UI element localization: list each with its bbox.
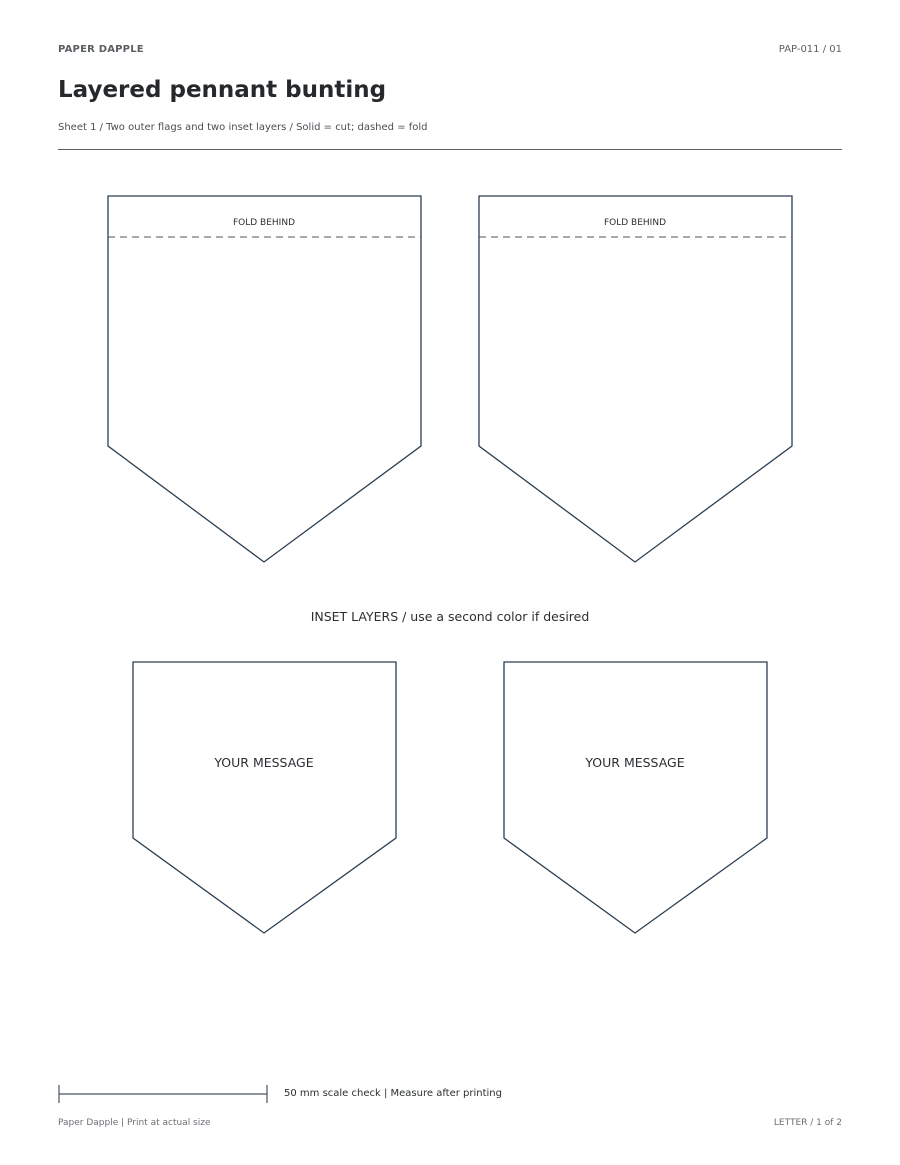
outer-flag-right-fold-label: FOLD BEHIND: [603, 218, 667, 228]
inset-layer-right-cut-line: [504, 662, 767, 933]
outer-flag-left-fold-label: FOLD BEHIND: [232, 218, 296, 228]
scale-bar: [59, 1085, 267, 1103]
inset-layer-left-cut-line: [133, 662, 396, 933]
brand-name: PAPER DAPPLE: [58, 44, 144, 55]
sheet-code: PAP-011 / 01: [778, 44, 842, 55]
inset-layer-left: [133, 662, 396, 933]
scale-check-caption: 50 mm scale check | Measure after printing: [284, 1088, 502, 1099]
footer-page-info: LETTER / 1 of 2: [773, 1118, 842, 1128]
outer-flag-left-cut-line: [108, 196, 421, 562]
page-title: Layered pennant bunting: [58, 77, 387, 103]
inset-layer-right-label: YOUR MESSAGE: [585, 755, 685, 770]
inset-layer-left-label: YOUR MESSAGE: [214, 755, 314, 770]
outer-flag-right-cut-line: [479, 196, 792, 562]
page-subtitle: Sheet 1 / Two outer flags and two inset layers / Solid = cut; dashed = fold: [58, 122, 428, 133]
inset-section-heading: INSET LAYERS / use a second color if desired: [310, 609, 590, 624]
outer-flag-left: [108, 196, 421, 562]
footer-brand-note: Paper Dapple | Print at actual size: [58, 1118, 211, 1128]
inset-layer-right: [504, 662, 767, 933]
outer-flag-right: [479, 196, 792, 562]
